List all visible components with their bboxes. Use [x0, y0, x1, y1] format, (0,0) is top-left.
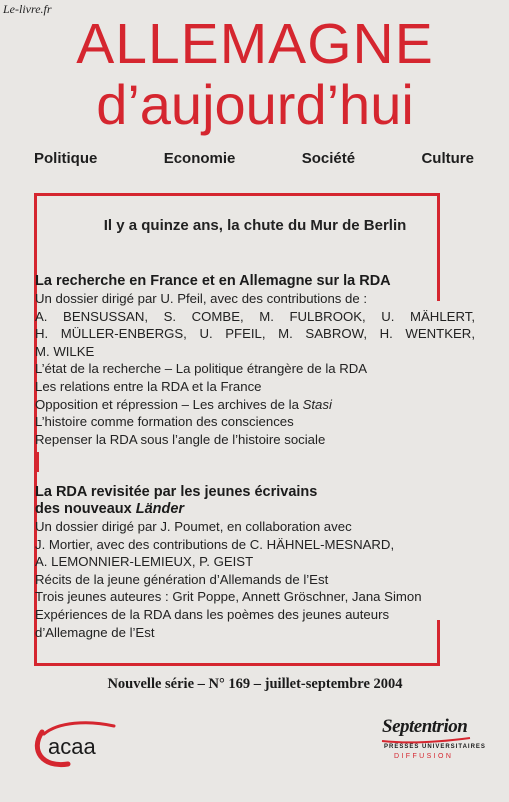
- cover-headline: Il y a quinze ans, la chute du Mur de Berlin: [103, 217, 407, 234]
- rubric-societe: Société: [301, 150, 356, 167]
- watermark: Le-livre.fr: [3, 2, 52, 16]
- masthead-title-line1: ALLEMAGNE: [76, 12, 434, 76]
- section-writers-line: Expériences de la RDA dans les poèmes des jeunes auteurs: [35, 606, 390, 622]
- title-line2-italic: Länder: [135, 501, 185, 517]
- section-writers-line: Un dossier dirigé par J. Poumet, en collaboration avec: [35, 519, 352, 534]
- rubric-politique: Politique: [34, 150, 98, 167]
- section-writers-line: Récits de la jeune génération d’Allemands de l’Est: [35, 571, 329, 587]
- masthead-title-line2: d’aujourd’hui: [96, 73, 414, 136]
- rubrics-bar: [34, 150, 474, 170]
- septentrion-name: Septentrion: [382, 716, 468, 737]
- section-research-title: La recherche en France et en Allemagne sur la RDA: [35, 273, 391, 289]
- stasi-line-prefix: Opposition et répression – Les archives de la: [35, 396, 303, 412]
- section-writers: [35, 484, 475, 641]
- title-line2-prefix: des nouveaux: [35, 501, 136, 517]
- rubric-economie: Economie: [163, 150, 236, 167]
- stasi-word: Stasi: [302, 396, 332, 412]
- rubric-culture: Culture: [421, 150, 474, 167]
- section-research: [35, 273, 475, 448]
- section-research-line: M. WILKE: [35, 343, 95, 359]
- section-research-line: A. BENSUSSAN, S. COMBE, M. FULBROOK, U. MÄHLERT,: [35, 308, 475, 324]
- septentrion-swoosh: [380, 736, 472, 744]
- section-research-line: L’état de la recherche – La politique étrangère de la RDA: [35, 361, 368, 377]
- section-research-line: Un dossier dirigé par U. Pfeil, avec des contributions de :: [35, 291, 368, 306]
- section-writers-line: d’Allemagne de l’Est: [35, 624, 155, 640]
- frame-bottom-edge: [34, 663, 440, 666]
- section-research-line: H. MÜLLER-ENBERGS, U. PFEIL, M. SABROW, H. WENTKER,: [35, 326, 475, 342]
- acaa-logo-text: acaa: [48, 734, 96, 759]
- septentrion-logo: [382, 716, 486, 768]
- section-research-line: L’histoire comme formation des consciences: [35, 414, 294, 430]
- section-marker: [36, 452, 39, 472]
- issue-info: Nouvelle série – N° 169 – juillet-septembre 2004: [107, 676, 403, 692]
- section-writers-title-line1: La RDA revisitée par les jeunes écrivains: [35, 484, 318, 500]
- acaa-logo: [28, 710, 128, 770]
- section-writers-line: J. Mortier, avec des contributions de C. HÄHNEL-MESNARD,: [35, 536, 395, 552]
- section-research-line: Les relations entre la RDA et la France: [35, 378, 262, 394]
- section-writers-line: A. LEMONNIER-LEMIEUX, P. GEIST: [35, 554, 254, 570]
- section-research-line: Repenser la RDA sous l’angle de l’histoire sociale: [35, 431, 326, 447]
- section-writers-title-line2: [35, 501, 475, 518]
- section-writers-line: Trois jeunes auteures : Grit Poppe, Annett Gröschner, Jana Simon: [35, 589, 422, 605]
- septentrion-diffusion: DIFFUSION: [394, 753, 454, 760]
- section-research-line-stasi: [35, 396, 475, 414]
- septentrion-subtitle: PRESSES UNIVERSITAIRES: [384, 744, 486, 750]
